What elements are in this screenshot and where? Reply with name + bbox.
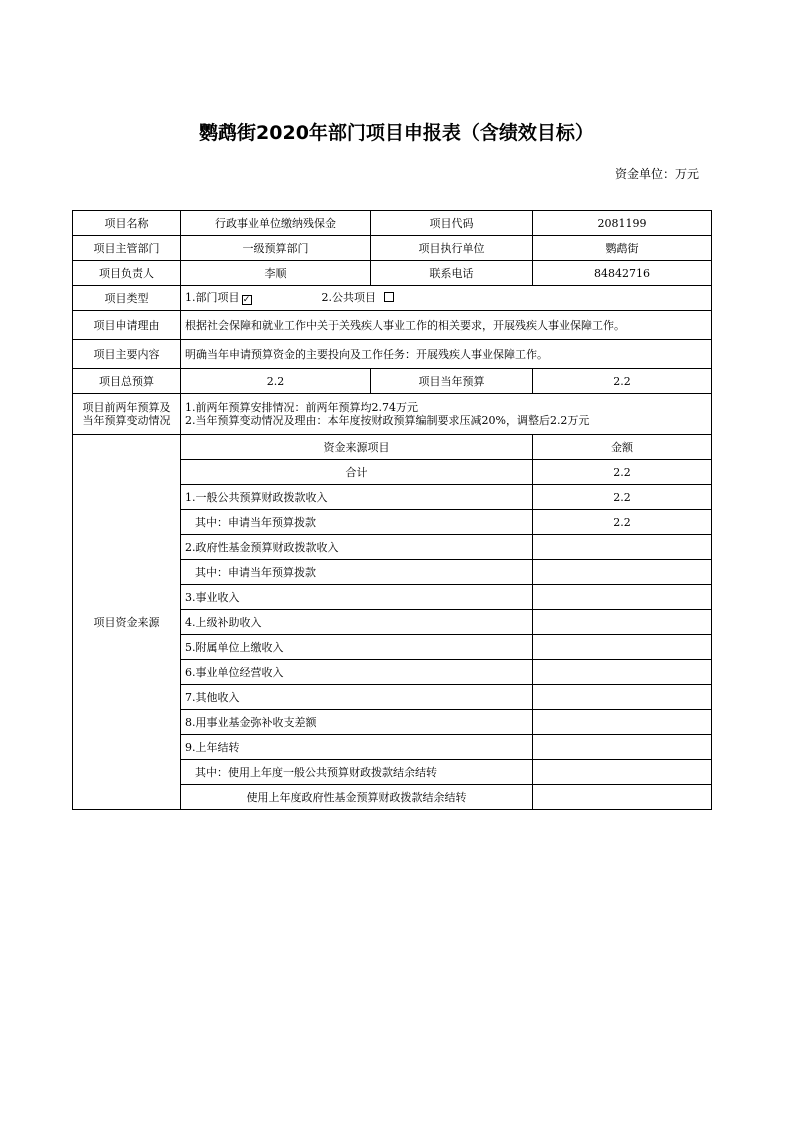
budget-change-label-line-1: 项目前两年预算及	[82, 401, 171, 414]
row-department	[73, 236, 712, 261]
currency-unit: 资金单位：万元	[614, 167, 699, 181]
funding-item-amount	[533, 785, 712, 810]
funding-item-amount: 2.2	[533, 460, 712, 485]
unchecked-checkbox-icon[interactable]	[384, 292, 394, 302]
budget-change-label	[73, 394, 181, 435]
year-budget-value: 2.2	[533, 369, 712, 394]
department-label: 项目主管部门	[73, 236, 181, 261]
funding-item-label: 使用上年度政府性基金预算财政拨款结余结转	[181, 785, 533, 810]
page-title: 鹦鹉街2020年部门项目申报表（含绩效目标）	[199, 122, 594, 144]
total-budget-value: 2.2	[181, 369, 371, 394]
type-option-department: 1.部门项目	[185, 291, 240, 304]
funding-header-item: 资金来源项目	[181, 435, 533, 460]
funding-item-label: 4.上级补助收入	[181, 610, 533, 635]
project-type-options	[181, 286, 712, 311]
funding-header-amount: 金额	[533, 435, 712, 460]
project-name-value: 行政事业单位缴纳残保金	[181, 211, 371, 236]
funding-item-amount	[533, 535, 712, 560]
funding-item-label: 合计	[181, 460, 533, 485]
funding-item-amount	[533, 610, 712, 635]
reason-value: 根据社会保障和就业工作中关于关残疾人事业工作的相关要求，开展残疾人事业保障工作。	[181, 311, 712, 340]
row-budget	[73, 369, 712, 394]
type-option-public: 2.公共项目	[321, 291, 376, 304]
funding-item-label: 7.其他收入	[181, 685, 533, 710]
funding-item-label: 其中：使用上年度一般公共预算财政拨款结余结转	[181, 760, 533, 785]
project-type-label: 项目类型	[73, 286, 181, 311]
funding-item-amount	[533, 685, 712, 710]
funding-item-amount	[533, 735, 712, 760]
funding-item-label: 9.上年结转	[181, 735, 533, 760]
funding-item-amount	[533, 585, 712, 610]
budget-change-label-line-2: 当年预算变动情况	[82, 414, 171, 427]
row-reason	[73, 311, 712, 340]
project-code-label: 项目代码	[371, 211, 533, 236]
budget-change-line-1: 1.前两年预算安排情况：前两年预算均2.74万元	[185, 401, 418, 414]
funding-item-amount	[533, 635, 712, 660]
phone-label: 联系电话	[371, 261, 533, 286]
funding-item-amount	[533, 660, 712, 685]
project-code-value: 2081199	[533, 211, 712, 236]
phone-value: 84842716	[533, 261, 712, 286]
funding-header-row	[73, 435, 712, 460]
funding-item-label: 其中：申请当年预算拨款	[181, 510, 533, 535]
budget-change-line-2: 2.当年预算变动情况及理由：本年度按财政预算编制要求压减20%，调整后2.2万元	[185, 414, 590, 427]
funding-item-label: 1.一般公共预算财政拨款收入	[181, 485, 533, 510]
owner-value: 李顺	[181, 261, 371, 286]
reason-label: 项目申请理由	[73, 311, 181, 340]
funding-item-label: 6.事业单位经营收入	[181, 660, 533, 685]
budget-change-value	[181, 394, 712, 435]
funding-item-label: 5.附属单位上缴收入	[181, 635, 533, 660]
funding-item-label: 其中：申请当年预算拨款	[181, 560, 533, 585]
funding-item-amount	[533, 710, 712, 735]
funding-item-label: 3.事业收入	[181, 585, 533, 610]
row-budget-change	[73, 394, 712, 435]
row-content	[73, 340, 712, 369]
project-application-form	[72, 210, 712, 810]
total-budget-label: 项目总预算	[73, 369, 181, 394]
row-owner	[73, 261, 712, 286]
funding-item-amount	[533, 560, 712, 585]
funding-item-label: 8.用事业基金弥补收支差额	[181, 710, 533, 735]
row-project-type	[73, 286, 712, 311]
row-project-name	[73, 211, 712, 236]
department-value: 一级预算部门	[181, 236, 371, 261]
executing-unit-label: 项目执行单位	[371, 236, 533, 261]
executing-unit-value: 鹦鹉街	[533, 236, 712, 261]
checked-checkbox-icon[interactable]: ✓	[242, 295, 251, 305]
project-name-label: 项目名称	[73, 211, 181, 236]
content-value: 明确当年申请预算资金的主要投向及工作任务：开展残疾人事业保障工作。	[181, 340, 712, 369]
funding-item-amount: 2.2	[533, 510, 712, 535]
content-label: 项目主要内容	[73, 340, 181, 369]
year-budget-label: 项目当年预算	[371, 369, 533, 394]
funding-item-amount	[533, 760, 712, 785]
funding-section-label: 项目资金来源	[73, 435, 181, 810]
owner-label: 项目负责人	[73, 261, 181, 286]
funding-item-amount: 2.2	[533, 485, 712, 510]
funding-item-label: 2.政府性基金预算财政拨款收入	[181, 535, 533, 560]
